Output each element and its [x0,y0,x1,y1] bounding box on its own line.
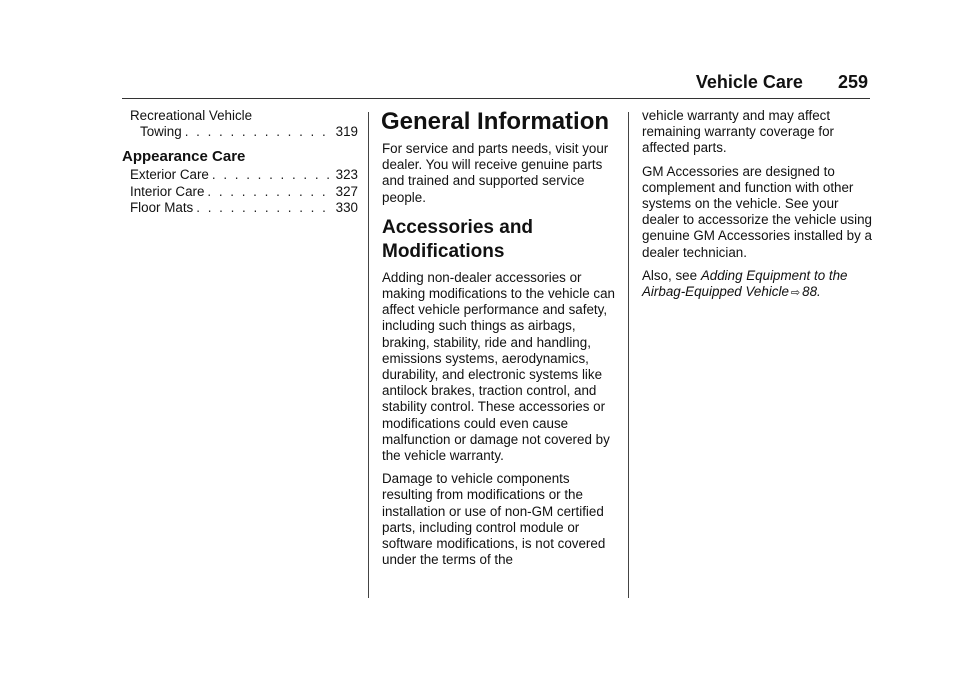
body-paragraph: Damage to vehicle components resulting from modifications or the installation or use of non-GM certified parts, including control module or software modifications, is not covered under the terms of the [382,471,606,568]
dot-leader [212,167,333,183]
body-paragraph: GM Accessories are designed to complement and function with other systems on the vehicle. See your dealer to accessorize the vehicle using genuine GM Accessories installed by a dealer technician. [642,163,873,260]
main-column [382,108,616,575]
toc-entry-interior-care[interactable] [130,184,358,200]
toc-entry-page: 319 [335,124,358,140]
see-also-prefix: Also, see [642,267,698,283]
body-paragraph: Adding non-dealer accessories or making modifications to the vehicle can affect vehicle performance and safety, including such things as airbags, braking, stability, ride and handling, emissions systems, aerodynamics, durability, and electronic systems like antilock brakes, traction control, and stability control. These accessories or modifications could even cause malfunction or damage not covered by the vehicle warranty. [382,269,615,464]
chapter-title: Vehicle Care [695,72,803,92]
dot-leader [207,184,332,200]
toc-entry-page: 327 [335,183,358,199]
page-arrow-icon: ⇨ [790,287,801,300]
toc-section-title: Appearance Care [122,148,246,166]
page-number: 259 [837,72,868,92]
subsection-heading: Accessories and Modifications [382,216,534,262]
cross-reference-link[interactable]: Adding Equipment to the Airbag-Equipped Vehicle [642,267,848,300]
column-divider-left [368,112,369,598]
toc-entry-exterior-care[interactable] [130,167,358,183]
toc-entry-label: Exterior Care [130,167,209,183]
see-also-paragraph [642,268,876,301]
table-of-contents [122,108,358,216]
intro-paragraph: For service and parts needs, visit your dealer. You will receive genuine parts and trained and supported service people. [382,141,609,205]
column-divider-right [628,112,629,598]
right-column [642,108,876,308]
body-paragraph: vehicle warranty and may affect remaining warranty coverage for affected parts. [642,108,835,156]
toc-intro-line: Recreational Vehicle [130,108,253,123]
toc-entry-towing[interactable] [130,124,358,140]
cross-reference-page[interactable]: 88. [802,284,821,300]
toc-entry-label: Floor Mats [130,199,194,215]
dot-leader [185,124,333,140]
toc-entry-floor-mats[interactable] [130,200,358,216]
header-rule [122,98,870,99]
toc-entry-label: Towing [140,124,182,140]
section-heading: General Information [381,108,610,135]
page-header [696,72,868,93]
toc-entry-page: 323 [335,167,358,183]
toc-entry-label: Interior Care [130,183,205,199]
toc-entry-page: 330 [335,199,358,215]
dot-leader [196,200,332,216]
